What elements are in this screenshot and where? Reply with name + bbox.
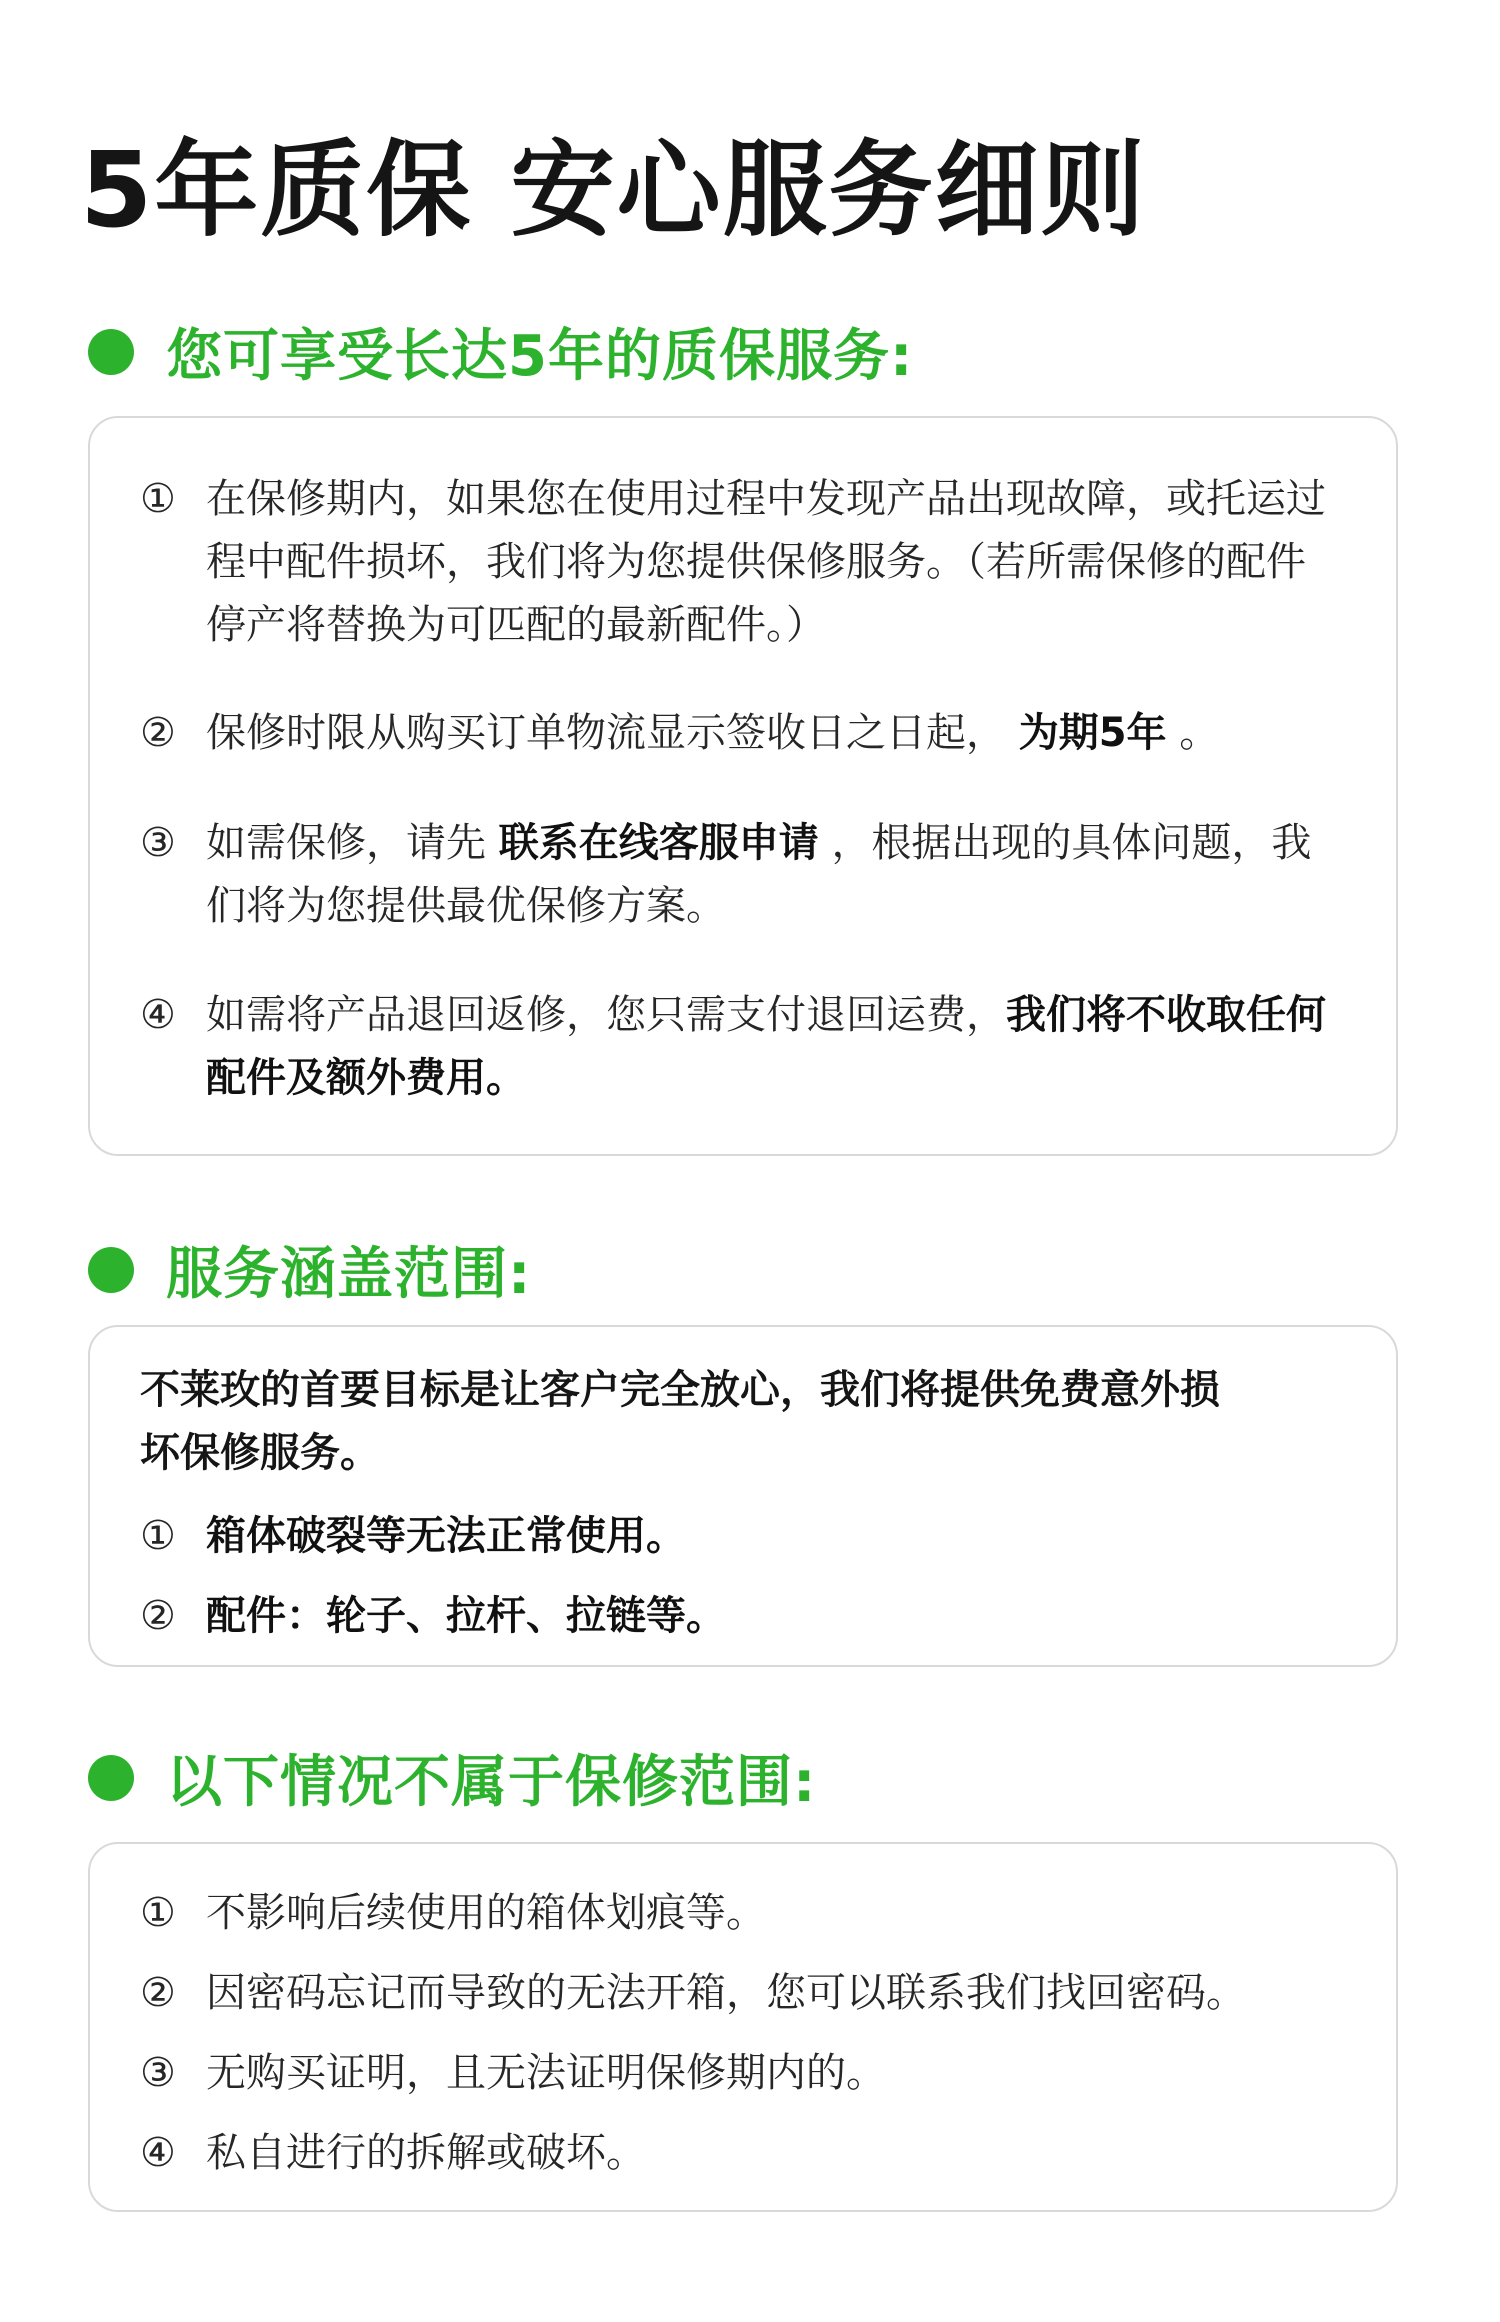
item-text: 不影响后续使用的箱体划痕等。 xyxy=(206,1890,766,1936)
item-number: ① xyxy=(140,1890,176,1936)
item-number: ② xyxy=(140,1593,176,1639)
item-text: 因密码忘记而导致的无法开箱，您可以联系我们找回密码。 xyxy=(206,1970,1246,2016)
item-number: ① xyxy=(140,1513,176,1559)
contact-service-text: 联系在线客服申请 xyxy=(498,820,819,866)
item-text: 私自进行的拆解或破坏。 xyxy=(206,2130,646,2176)
green-dot-icon xyxy=(88,1755,134,1801)
item-number: ② xyxy=(140,710,176,756)
list-item xyxy=(140,2042,1326,2105)
exclusions-card xyxy=(88,1842,1398,2212)
list-item xyxy=(140,1505,1326,1568)
list-item xyxy=(140,1882,1326,1945)
item-text: 箱体破裂等无法正常使用。 xyxy=(206,1513,686,1559)
section-heading-text: 以下情况不属于保修范围: xyxy=(166,1750,817,1815)
item-text: 无购买证明，且无法证明保修期内的。 xyxy=(206,2050,886,2096)
list-item xyxy=(140,468,1326,657)
green-dot-icon xyxy=(88,1247,134,1293)
item-number: ③ xyxy=(140,820,176,866)
item-number: ④ xyxy=(140,2130,176,2176)
item-number: ① xyxy=(140,476,176,522)
item-text: 配件：轮子、拉杆、拉链等。 xyxy=(206,1593,726,1639)
warranty-period: 为期5年 xyxy=(1018,710,1167,756)
list-item xyxy=(140,812,1326,938)
green-dot-icon xyxy=(88,329,134,375)
no-fee-text: 我们将不收取任何配件及额外费用。 xyxy=(206,992,1326,1101)
item-text: 如需保修，请先 联系在线客服申请 ，根据出现的具体问题，我们将为您提供最优保修方案。 xyxy=(206,820,1312,929)
coverage-intro: 不莱玫的首要目标是让客户完全放心，我们将提供免费意外损坏保修服务。 xyxy=(140,1367,1220,1476)
list-item xyxy=(140,1962,1326,2025)
list-item xyxy=(140,2122,1326,2185)
section-heading-coverage xyxy=(88,1230,531,1310)
item-text: 在保修期内，如果您在使用过程中发现产品出现故障，或托运过程中配件损坏，我们将为您提供保修服务。（若所需保修的配件停产将替换为可匹配的最新配件。） xyxy=(206,476,1326,648)
list-item xyxy=(140,702,1326,765)
item-text: 保修时限从购买订单物流显示签收日之日起， 为期5年 。 xyxy=(206,710,1220,756)
item-number: ④ xyxy=(140,992,176,1038)
item-text: 如需将产品退回返修，您只需支付退回运费，我们将不收取任何配件及额外费用。 xyxy=(206,992,1326,1101)
item-number: ② xyxy=(140,1970,176,2016)
page-title: 5年质保 安心服务细则 xyxy=(80,129,1147,251)
list-item xyxy=(140,1585,1326,1648)
warranty-card xyxy=(88,416,1398,1156)
section-heading-text: 您可享受长达5年的质保服务: xyxy=(166,324,914,389)
section-heading-exclusions xyxy=(88,1738,816,1818)
item-number: ③ xyxy=(140,2050,176,2096)
section-heading-warranty xyxy=(88,312,913,392)
section-heading-text: 服务涵盖范围: xyxy=(166,1242,532,1307)
coverage-card xyxy=(88,1325,1398,1667)
list-item xyxy=(140,984,1326,1110)
